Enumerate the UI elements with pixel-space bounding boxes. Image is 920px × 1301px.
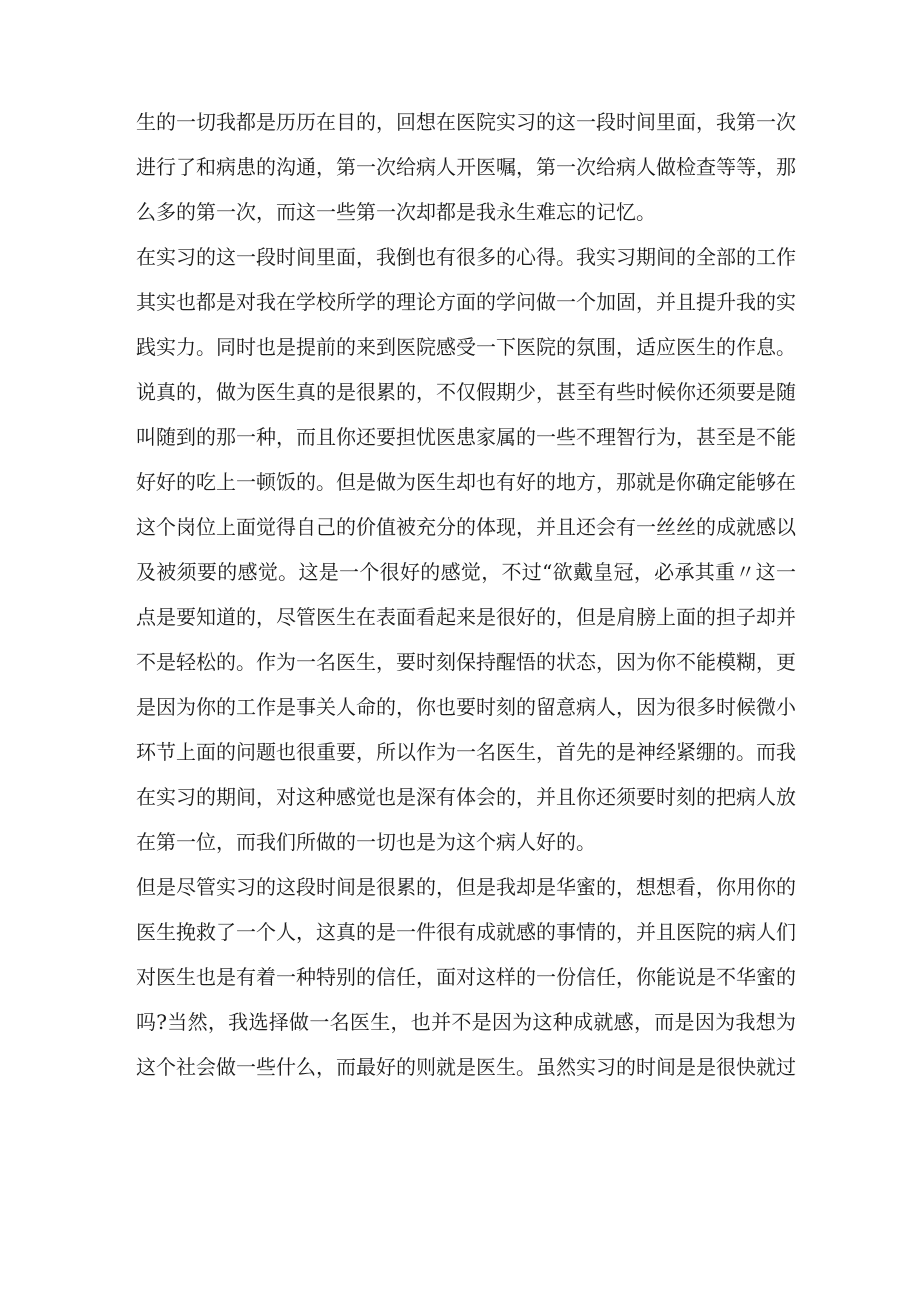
paragraph-3-line-10: 在实习的期间，对这种感觉也是深有体会的，并且你还须要时刻的把病人放 xyxy=(136,785,796,809)
paragraph-3-line-6: 点是要知道的，尽管医生在表面看起来是很好的，但是肩膀上面的担子却并 xyxy=(136,605,796,629)
paragraph-2-line-2: 其实也都是对我在学校所学的理论方面的学问做一个加固，并且提升我的实 xyxy=(136,290,796,314)
paragraph-1-line-3: 么多的第一次，而这一些第一次却都是我永生难忘的记忆。 xyxy=(136,200,656,224)
document-body xyxy=(136,110,796,1100)
paragraph-4-line-3: 对医生也是有着一种特别的信任，面对这样的一份信任，你能说是不华蜜的 xyxy=(136,965,796,989)
paragraph-3-line-8: 是因为你的工作是事关人命的，你也要时刻的留意病人，因为很多时候微小 xyxy=(136,695,796,719)
paragraph-3-line-4: 这个岗位上面觉得自己的价值被充分的体现，并且还会有一丝丝的成就感以 xyxy=(136,515,796,539)
paragraph-3-line-11: 在第一位，而我们所做的一切也是为这个病人好的。 xyxy=(136,830,596,854)
paragraph-2-line-3: 践实力。同时也是提前的来到医院感受一下医院的氛围，适应医生的作息。 xyxy=(136,335,796,359)
paragraph-3-line-7: 不是轻松的。作为一名医生，要时刻保持醒悟的状态，因为你不能模糊，更 xyxy=(136,650,796,674)
paragraph-4-line-5: 这个社会做一些什么，而最好的则就是医生。虽然实习的时间是是很快就过 xyxy=(136,1055,796,1079)
paragraph-3-line-1: 说真的，做为医生真的是很累的，不仅假期少，甚至有些时候你还须要是随 xyxy=(136,380,796,404)
paragraph-4-line-2: 医生挽救了一个人，这真的是一件很有成就感的事情的，并且医院的病人们 xyxy=(136,920,796,944)
paragraph-3-line-5: 及被须要的感觉。这是一个很好的感觉，不过“欲戴皇冠，必承其重〃这一 xyxy=(136,560,796,584)
paragraph-4-line-4: 吗?当然，我选择做一名医生，也并不是因为这种成就感，而是因为我想为 xyxy=(136,1010,796,1034)
paragraph-3-line-3: 好好的吃上一顿饭的。但是做为医生却也有好的地方，那就是你确定能够在 xyxy=(136,470,796,494)
paragraph-1-line-1: 生的一切我都是历历在目的，回想在医院实习的这一段时间里面，我第一次 xyxy=(136,110,796,134)
paragraph-2-line-1: 在实习的这一段时间里面，我倒也有很多的心得。我实习期间的全部的工作 xyxy=(136,245,796,269)
paragraph-3-line-9: 环节上面的问题也很重要，所以作为一名医生，首先的是神经紧绷的。而我 xyxy=(136,740,796,764)
paragraph-4-line-1: 但是尽管实习的这段时间是很累的，但是我却是华蜜的，想想看，你用你的 xyxy=(136,875,796,899)
paragraph-1-line-2: 进行了和病患的沟通，第一次给病人开医嘱，第一次给病人做检查等等，那 xyxy=(136,155,796,179)
paragraph-3-line-2: 叫随到的那一种，而且你还要担忧医患家属的一些不理智行为，甚至是不能 xyxy=(136,425,796,449)
